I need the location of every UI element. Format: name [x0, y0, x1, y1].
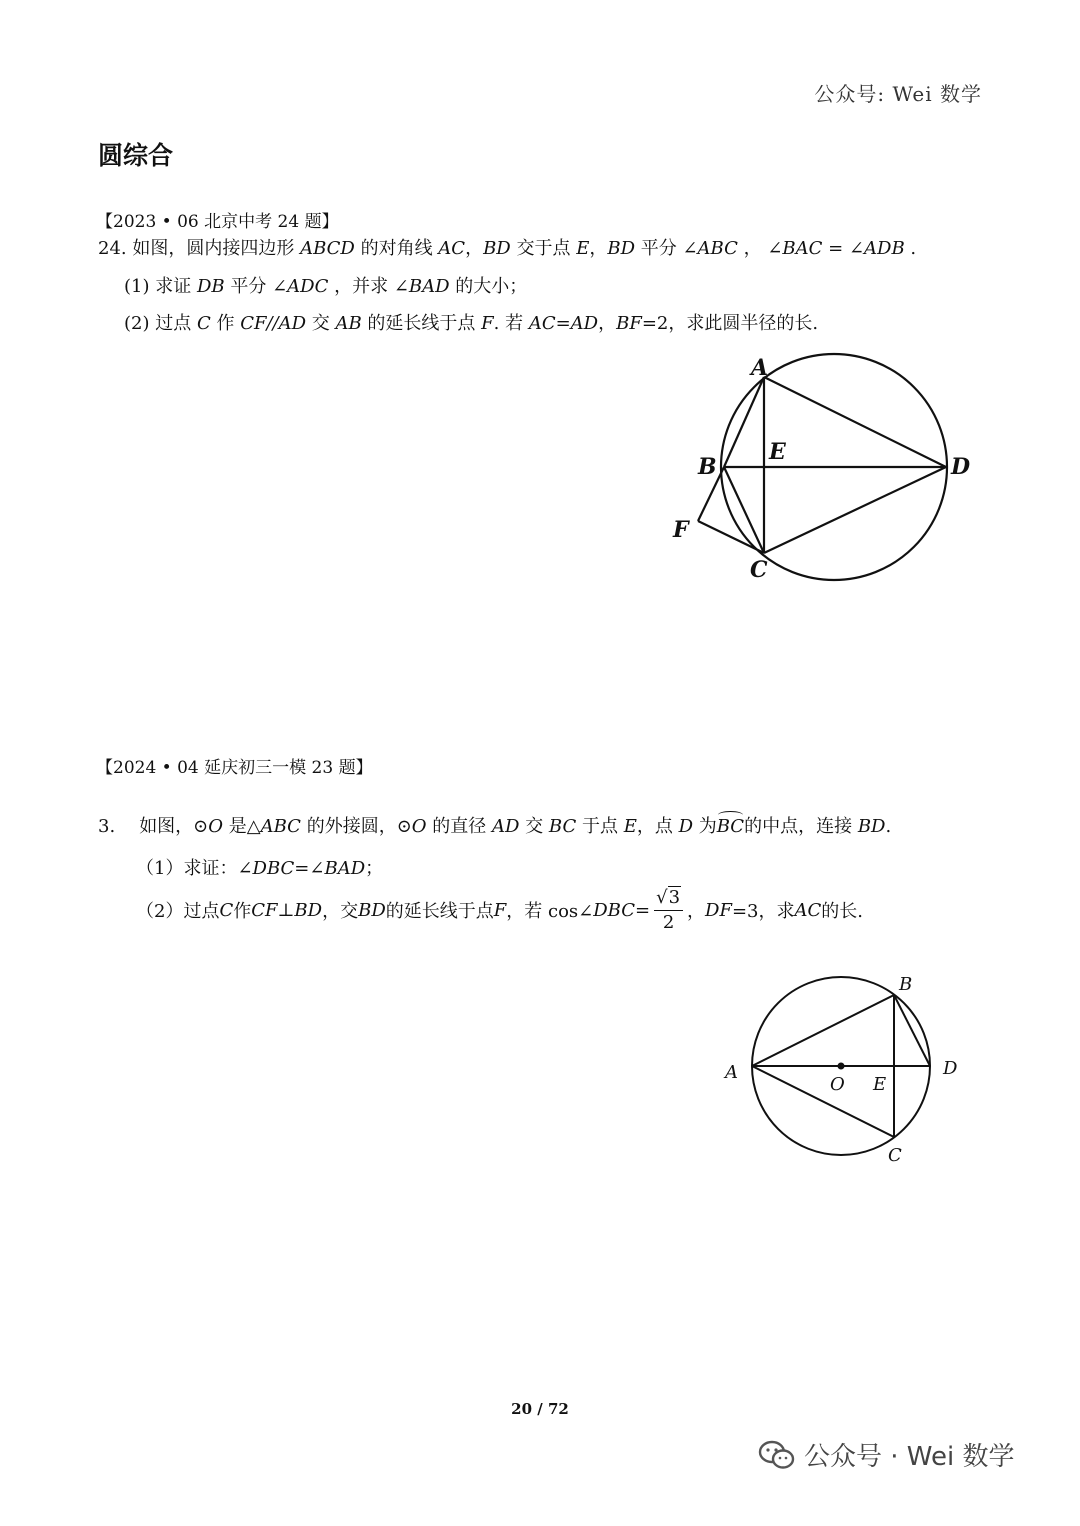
- fig2-label-a: A: [725, 1062, 738, 1083]
- fig1-label-c: C: [750, 557, 768, 583]
- section-title: 圆综合: [98, 141, 174, 170]
- p1-l2-pre: (1) 求证: [124, 276, 197, 297]
- p1-l3-mid4: . 若: [493, 313, 529, 334]
- p1-l2-ang2: ∠BAD: [393, 276, 450, 297]
- p1-l1-quad: ABCD: [300, 238, 355, 259]
- p2-l3-mid1: 作: [233, 901, 252, 923]
- p2-l1-mid7: 为: [693, 816, 717, 837]
- fig1-line-ad: [764, 377, 946, 467]
- p2-l3-cf: CF⊥BD: [251, 899, 323, 921]
- p1-l1-end: .: [904, 238, 917, 259]
- footer-watermark: [758, 1436, 1014, 1473]
- p1-l3-cf: CF//AD: [240, 313, 307, 334]
- p1-l3-c: C: [196, 313, 211, 334]
- p2-l2-pre: （1）求证：: [136, 858, 238, 879]
- problem1-figure: [660, 340, 990, 590]
- p2-l3-mid3: 的延长线于点: [385, 901, 494, 923]
- p2-l3-c: C: [219, 899, 234, 921]
- p1-l1-ang2: ∠BAC = ∠ADB: [767, 238, 905, 259]
- p1-l1-sep: ，: [465, 238, 484, 259]
- p2-fraction-den: 2: [662, 911, 675, 933]
- p1-l3-mid1: 作: [210, 313, 241, 334]
- p2-sqrt-sign: √: [656, 887, 668, 908]
- p1-l3-mid5: ，: [598, 313, 617, 334]
- p1-l2-mid2: ，并求: [328, 276, 394, 297]
- p1-l3-mid3: 的延长线于点: [361, 313, 482, 334]
- p1-l1-mid3: ，: [589, 238, 608, 259]
- p1-l3-f: F: [481, 313, 494, 334]
- fig2-label-d: D: [943, 1058, 958, 1079]
- problem2-source: 【2024 • 04 延庆初三一模 23 题】: [96, 758, 373, 778]
- problem2-part1: [136, 854, 383, 880]
- p1-l2-db: DB: [196, 276, 225, 297]
- p2-l1-mid2: 的外接圆，⊙: [300, 816, 412, 837]
- p2-l3-end: 的长.: [821, 901, 864, 923]
- p1-l1-bd: BD: [483, 238, 511, 259]
- p2-l1-mid3: 的直径: [426, 816, 492, 837]
- fig1-line-cd: [764, 467, 946, 553]
- fig1-label-f: F: [673, 517, 689, 543]
- p1-l1-mid1: 的对角线: [354, 238, 439, 259]
- fig2-label-e: E: [873, 1074, 887, 1095]
- p2-l1-end: .: [885, 816, 892, 837]
- p2-l3-mid5: ，: [687, 901, 706, 923]
- fig1-label-d: D: [951, 454, 971, 480]
- problem1-part1: [124, 272, 527, 298]
- fig2-line-ab: [752, 995, 894, 1066]
- p2-l1-o2: O: [411, 816, 427, 837]
- p2-l1-bc: BC: [548, 816, 577, 837]
- p1-l1-mid5: ，: [737, 238, 768, 259]
- p2-l3-dbc: DBC: [593, 899, 635, 921]
- p2-l1-mid5: 于点: [576, 816, 624, 837]
- p2-l3-mid6: =3，求: [731, 901, 795, 923]
- problem2-statement: [98, 812, 891, 838]
- p2-l1-bd: BD: [857, 816, 886, 837]
- p2-l3-pre: （2）过点: [136, 901, 220, 923]
- p2-l3-bd: BD: [358, 899, 386, 921]
- p2-l1-mid6: ，点: [636, 816, 679, 837]
- header-account: 公众号: Wei 数学: [814, 82, 982, 106]
- fig1-line-fc: [698, 521, 764, 553]
- p1-l1-mid4: 平分: [635, 238, 683, 259]
- p2-l1-mid4: 交: [519, 816, 549, 837]
- fig2-label-b: B: [899, 974, 913, 995]
- fig1-label-e: E: [769, 439, 786, 465]
- p1-l1-ang1: ∠ABC: [682, 238, 738, 259]
- p2-fraction: [654, 888, 683, 933]
- fig1-label-b: B: [698, 454, 717, 480]
- p1-l3-val: =2，求此圆半径的长.: [641, 313, 819, 334]
- p1-l1-ac: AC: [438, 238, 466, 259]
- fig2-center-point: [838, 1063, 845, 1070]
- wechat-icon: [758, 1439, 796, 1471]
- p1-l3-cond1: AC=AD: [528, 313, 599, 334]
- p2-l1-abc: ABC: [260, 816, 301, 837]
- p2-l3-ac: AC: [794, 899, 822, 921]
- p2-l3-f: F: [493, 899, 507, 921]
- page-number: 20 / 72: [511, 1400, 569, 1418]
- p2-l3-mid2: ，交: [322, 901, 359, 923]
- p1-l3-cond2: BF: [616, 313, 642, 334]
- p1-l3-ab: AB: [335, 313, 362, 334]
- problem1-part2: [124, 309, 818, 335]
- p1-l1-mid2: 交于点: [510, 238, 577, 259]
- p1-l3-mid2: 交: [306, 313, 336, 334]
- problem1-statement: [98, 234, 916, 260]
- p1-l1-e: E: [576, 238, 590, 259]
- p2-l2-eq: ∠DBC=∠BAD: [237, 858, 366, 879]
- p2-l1-num: 3.: [98, 816, 116, 837]
- fig2-label-o: O: [830, 1074, 845, 1095]
- footer-watermark-text: 公众号 · Wei 数学: [804, 1442, 1015, 1472]
- fig2-line-bd: [894, 995, 930, 1066]
- fig1-label-a: A: [751, 355, 769, 381]
- p2-l1-e: E: [623, 816, 637, 837]
- p1-l3-pre: (2) 过点: [124, 313, 197, 334]
- p2-l1-pre: 如图，⊙: [139, 816, 209, 837]
- problem2-figure: [715, 960, 975, 1170]
- p2-l2-end: ；: [365, 858, 384, 879]
- problem2-part2: [136, 888, 863, 933]
- p2-sqrt-radicand: 3: [668, 887, 681, 908]
- p2-l1-arc: BC: [716, 816, 745, 837]
- p2-l1-d: D: [678, 816, 693, 837]
- p2-l1-mid8: 的中点，连接: [744, 816, 858, 837]
- p2-l1-ad: AD: [492, 816, 520, 837]
- p2-l3-df: DF: [705, 899, 732, 921]
- p1-l2-end: 的大小；: [449, 276, 528, 297]
- p1-l2-mid1: 平分: [224, 276, 273, 297]
- p1-l1-pre: 24. 如图，圆内接四边形: [98, 238, 301, 259]
- p1-l2-ang: ∠ADC: [272, 276, 329, 297]
- p2-l3-mid4: ，若 cos∠: [506, 901, 594, 923]
- p2-l1-mid1: 是△: [223, 816, 261, 837]
- p2-l3-eq: =: [635, 899, 651, 921]
- p1-l1-bd2: BD: [607, 238, 636, 259]
- problem1-source: 【2023 • 06 北京中考 24 题】: [96, 212, 339, 232]
- fig2-label-c: C: [888, 1145, 902, 1166]
- p2-l1-o1: O: [208, 816, 224, 837]
